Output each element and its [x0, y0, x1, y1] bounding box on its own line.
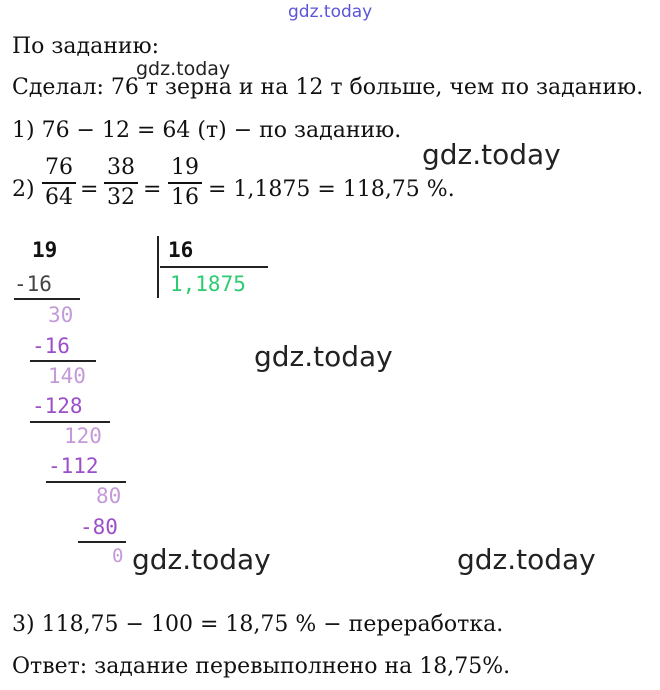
division-subtrahend: -128: [32, 394, 83, 418]
division-subtrahend: -16: [14, 272, 52, 296]
fraction-1: [42, 155, 76, 211]
division-subtrahend: -112: [48, 454, 99, 478]
watermark-top: gdz.today: [288, 2, 373, 22]
division-line: [78, 541, 126, 543]
division-dividend: 19: [32, 238, 58, 262]
division-remainder: 140: [48, 364, 86, 388]
step-2-result: = 1,1875 = 118,75 %.: [208, 177, 455, 202]
fraction-numerator: 76: [45, 155, 73, 180]
fraction-3: [168, 155, 202, 211]
task-heading: По заданию:: [12, 34, 160, 59]
division-subtrahend: -80: [80, 515, 118, 539]
division-remainder: 120: [64, 424, 102, 448]
division-line: [30, 421, 110, 423]
equals-sign: =: [80, 177, 99, 202]
watermark: gdz.today: [132, 543, 271, 576]
watermark: gdz.today: [136, 58, 231, 80]
step-2-label: 2): [12, 177, 35, 202]
answer-line: Ответ: задание перевыполнено на 18,75%.: [12, 654, 511, 679]
fraction-numerator: 38: [107, 155, 135, 180]
division-remainder: 0: [112, 545, 124, 567]
watermark: gdz.today: [254, 340, 393, 373]
fraction-2: [104, 155, 138, 211]
division-vertical-bar: [157, 236, 159, 298]
division-line: [14, 298, 80, 300]
division-divisor-line: [160, 266, 268, 268]
fraction-bar: [42, 182, 76, 184]
fraction-denominator: 16: [171, 185, 199, 210]
division-divisor: 16: [168, 238, 194, 262]
watermark: gdz.today: [457, 543, 596, 576]
watermark: gdz.today: [422, 138, 561, 171]
equals-sign: =: [143, 177, 162, 202]
division-quotient: 1,1875: [170, 272, 246, 296]
fraction-denominator: 32: [107, 185, 135, 210]
fraction-numerator: 19: [171, 155, 199, 180]
division-subtrahend: -16: [32, 334, 70, 358]
fraction-bar: [168, 182, 202, 184]
step-1: 1) 76 − 12 = 64 (т) − по заданию.: [12, 118, 402, 143]
fraction-denominator: 64: [45, 185, 73, 210]
done-line: Сделал: 76 т зерна и на 12 т больше, чем по заданию.: [12, 75, 644, 100]
division-line: [46, 481, 126, 483]
fraction-bar: [104, 182, 138, 184]
step-3: 3) 118,75 − 100 = 18,75 % − переработка.: [12, 612, 504, 637]
division-remainder: 80: [96, 484, 122, 508]
division-remainder: 30: [48, 303, 74, 327]
division-line: [30, 360, 96, 362]
